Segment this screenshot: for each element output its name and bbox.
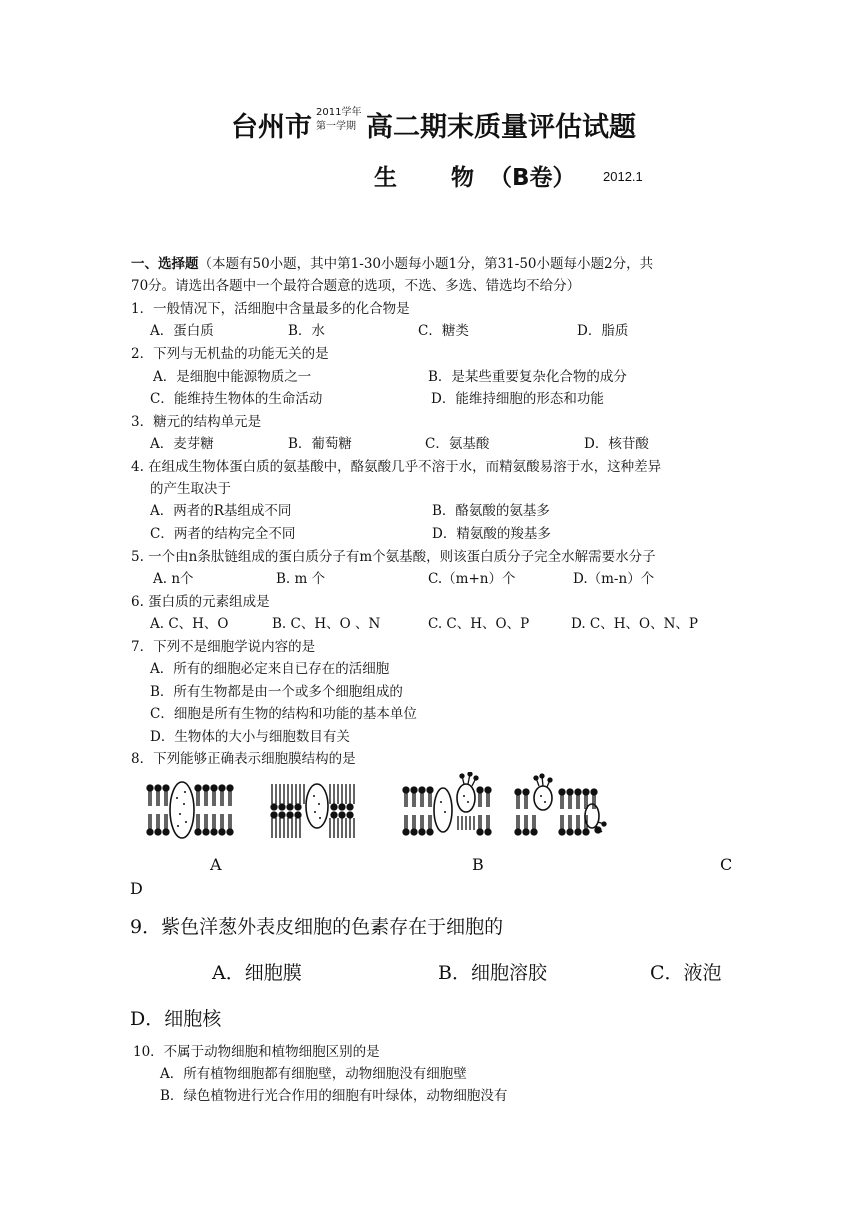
question-7-stem: 7．下列不是细胞学说内容的是 [131, 639, 316, 655]
exam-date: 2012.1 [603, 169, 643, 184]
question-3-option-a: A．麦芽糖 [150, 436, 214, 452]
question-7-option-d: D．生物体的大小与细胞数目有关 [150, 729, 350, 745]
section-heading: 一、选择题 [131, 256, 199, 272]
question-5-stem: 5. 一个由n条肽链组成的蛋白质分子有m个氨基酸，则该蛋白质分子完全水解需要水分子 [131, 549, 656, 565]
question-4-stem: 4. 在组成生物体蛋白质的氨基酸中，酪氨酸几乎不溶于水，而精氨酸易溶于水，这种差异 [131, 459, 662, 475]
question-1-stem: 1．一般情况下，活细胞中含量最多的化合物是 [131, 301, 410, 317]
question-6-option-d: D. C、H、O、N、P [571, 616, 698, 632]
question-5-option-c: C.（m+n）个 [428, 571, 516, 587]
section-instructions-line-2: 70分。请选出各题中一个最符合题意的选项，不选、多选、错选均不给分） [131, 278, 581, 294]
question-6-option-c: C. C、H、O、P [428, 616, 530, 632]
subject-char-1: 生 [374, 165, 397, 191]
question-6-option-a: A. C、H、O [150, 616, 229, 632]
question-6-stem: 6. 蛋白质的元素组成是 [131, 594, 270, 610]
question-10-stem: 10．不属于动物细胞和植物细胞区别的是 [133, 1044, 380, 1060]
question-9-option-a: A．细胞膜 [212, 962, 302, 984]
question-5-option-a: A. n个 [153, 571, 194, 587]
question-2-option-c: C．能维持生物体的生命活动 [150, 391, 323, 407]
question-5-option-d: D.（m-n）个 [573, 571, 655, 587]
membrane-diagram-c [400, 772, 498, 842]
question-5-option-b: B. m 个 [276, 571, 326, 587]
question-1-option-c: C．糖类 [418, 323, 469, 339]
membrane-diagram-d [512, 772, 610, 842]
membrane-diagram-a [144, 780, 236, 842]
question-4-option-b: B．酪氨酸的氨基多 [432, 503, 550, 519]
question-4-option-a: A．两者的R基组成不同 [150, 503, 292, 519]
question-7-option-c: C．细胞是所有生物的结构和功能的基本单位 [150, 706, 417, 722]
question-7-option-a: A．所有的细胞必定来自已存在的活细胞 [150, 661, 390, 677]
question-2-stem: 2．下列与无机盐的功能无关的是 [131, 346, 329, 362]
question-8-option-d: D [130, 879, 143, 898]
title-city: 台州市 [231, 112, 312, 143]
question-9-stem: 9．紫色洋葱外表皮细胞的色素存在于细胞的 [130, 916, 504, 938]
question-1-option-d: D．脂质 [577, 323, 629, 339]
question-4-stem-continued: 的产生取决于 [150, 481, 231, 497]
question-8-option-b: B [472, 855, 484, 874]
question-1-option-a: A．蛋白质 [150, 323, 214, 339]
paper-volume: （B卷） [489, 165, 576, 191]
subject-char-2: 物 [451, 165, 474, 191]
question-3-option-c: C．氨基酸 [425, 436, 490, 452]
section-instructions-text: （本题有50小题，其中第1-30小题每小题1分，第31-50小题每小题2分，共 [198, 256, 654, 272]
question-9-option-d: D．细胞核 [130, 1008, 222, 1030]
question-4-option-c: C．两者的结构完全不同 [150, 526, 296, 542]
title-year-bottom: 第一学期 [316, 121, 356, 132]
page-title: 高二期末质量评估试题 [366, 112, 636, 143]
question-2-option-a: A．是细胞中能源物质之一 [153, 369, 312, 385]
question-7-option-b: B．所有生物都是由一个或多个细胞组成的 [150, 684, 403, 700]
question-2-option-b: B．是某些重要复杂化合物的成分 [428, 369, 627, 385]
question-2-option-d: D．能维持细胞的形态和功能 [431, 391, 604, 407]
question-10-option-b: B．绿色植物进行光合作用的细胞有叶绿体，动物细胞没有 [160, 1088, 508, 1104]
question-9-option-b: B．细胞溶胶 [438, 962, 547, 984]
question-1-option-b: B．水 [288, 323, 325, 339]
question-9-option-c: C．液泡 [650, 962, 722, 984]
question-3-option-d: D．核苷酸 [584, 436, 649, 452]
question-8-option-c: C [720, 855, 733, 874]
membrane-diagram-b [268, 780, 360, 842]
question-8-stem: 8．下列能够正确表示细胞膜结构的是 [131, 751, 356, 767]
section-instructions-line-1 [131, 253, 653, 275]
question-6-option-b: B. C、H、O 、N [272, 616, 381, 632]
title-year-top: 2011学年 [316, 107, 362, 118]
question-4-option-d: D．精氨酸的羧基多 [432, 526, 551, 542]
question-3-stem: 3．糖元的结构单元是 [131, 414, 262, 430]
question-3-option-b: B．葡萄糖 [288, 436, 352, 452]
question-10-option-a: A．所有植物细胞都有细胞壁，动物细胞没有细胞壁 [160, 1066, 467, 1082]
question-8-option-a: A [210, 855, 222, 874]
